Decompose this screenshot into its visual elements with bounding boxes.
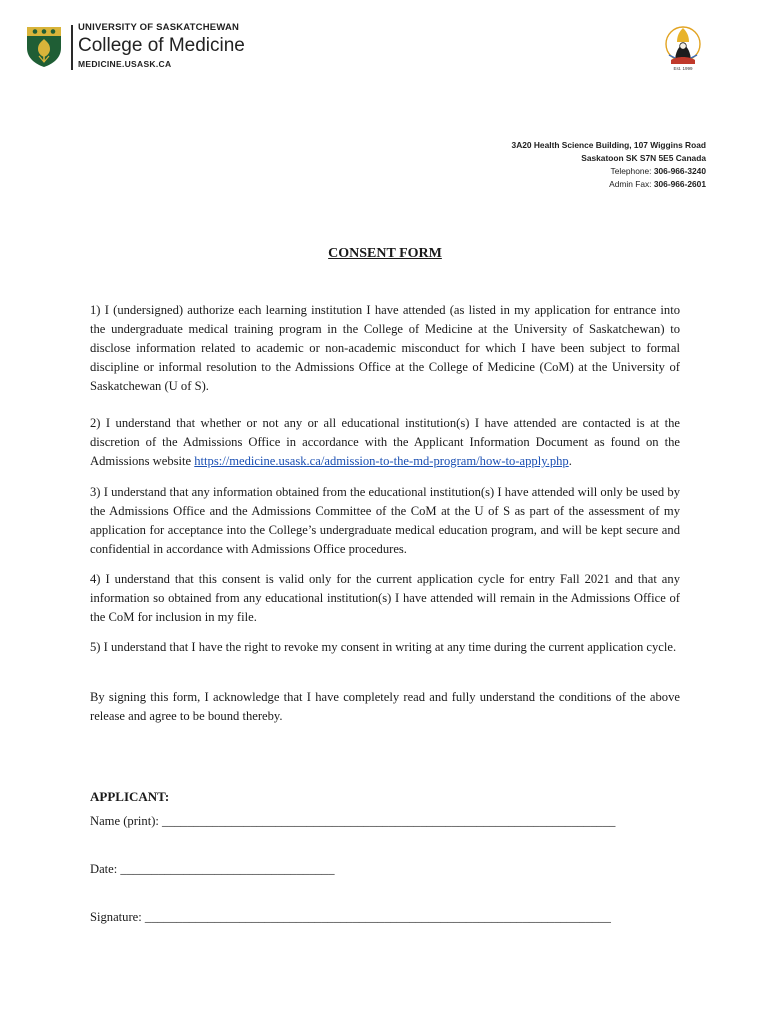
college-url: MEDICINE.USASK.CA (78, 59, 172, 69)
telephone-label: Telephone: (610, 166, 654, 176)
applicant-heading: APPLICANT: (90, 789, 170, 804)
address-line-2: Saskatoon SK S7N 5E5 Canada (581, 153, 706, 163)
consent-paragraph-4: 4) I understand that this consent is valid only for the current application cycle for entry Fall 2021 and that any information so obtained from any educational institution(s) I have attended will remain in the Admissions Office of the CoM for inclusion in my file. (90, 572, 680, 624)
college-name: College of Medicine (78, 35, 245, 56)
date-field[interactable]: Date: __________________________________ (90, 862, 335, 876)
emblem-caption: Est. 1999 (673, 66, 693, 71)
name-print-field[interactable]: Name (print): ________________________________________________________________________ (90, 814, 616, 828)
university-name: UNIVERSITY OF SASKATCHEWAN (78, 22, 240, 33)
address-block (512, 139, 706, 191)
telephone-number: 306-966-3240 (653, 166, 706, 176)
signature-field[interactable]: Signature: __________________________________________________________________________ (90, 910, 611, 924)
fax-number: 306-966-2601 (653, 179, 706, 189)
form-title: CONSENT FORM (328, 246, 442, 261)
university-shield-icon (26, 26, 62, 68)
fax-label: Admin Fax: (609, 179, 654, 189)
logo-divider (71, 25, 73, 70)
logo-text (78, 22, 245, 70)
address-line-1: 3A20 Health Science Building, 107 Wiggins Road (511, 140, 706, 150)
acknowledgement-paragraph: By signing this form, I acknowledge that I have completely read and fully understand the conditions of the above release and agree to be bound thereby. (90, 690, 680, 723)
consent-paragraph-3: 3) I understand that any information obtained from the educational institution(s) I have attended will only be used by the Admissions Office and the Admissions Committee of the CoM at the U of S as part of the assessment of my application for acceptance into the College’s undergraduate medical education program, and will be kept secure and confidential in accordance with Admissions Office procedures. (90, 485, 680, 556)
paragraph-2-text: 2) I understand that whether or not any or all educational institution(s) I have attended are contacted is at the discretion of the Admissions Office in accordance with the Applicant Information Document as found on the Admissions website (90, 416, 680, 468)
university-logo (26, 22, 256, 72)
consent-paragraph-2 (90, 414, 680, 471)
consent-paragraph-5: 5) I understand that I have the right to revoke my consent in writing at any time during the current application cycle. (90, 640, 677, 654)
consent-paragraph-1: 1) I (undersigned) authorize each learning institution I have attended (as listed in my application for entrance into the undergraduate medical training program in the College of Medicine at the University of Saskatchewan) to disclose information related to academic or non-academic misconduct for which I have been subject to formal discipline or informal resolution to the Admissions Office at the College of Medicine (CoM) at the University of Saskatchewan (U of S). (90, 303, 680, 393)
paragraph-2-end: . (568, 454, 572, 468)
telephone-line (512, 165, 706, 178)
fax-line (512, 178, 706, 191)
admissions-website-link[interactable]: https://medicine.usask.ca/admission-to-the-md-program/how-to-apply.php (194, 454, 569, 468)
